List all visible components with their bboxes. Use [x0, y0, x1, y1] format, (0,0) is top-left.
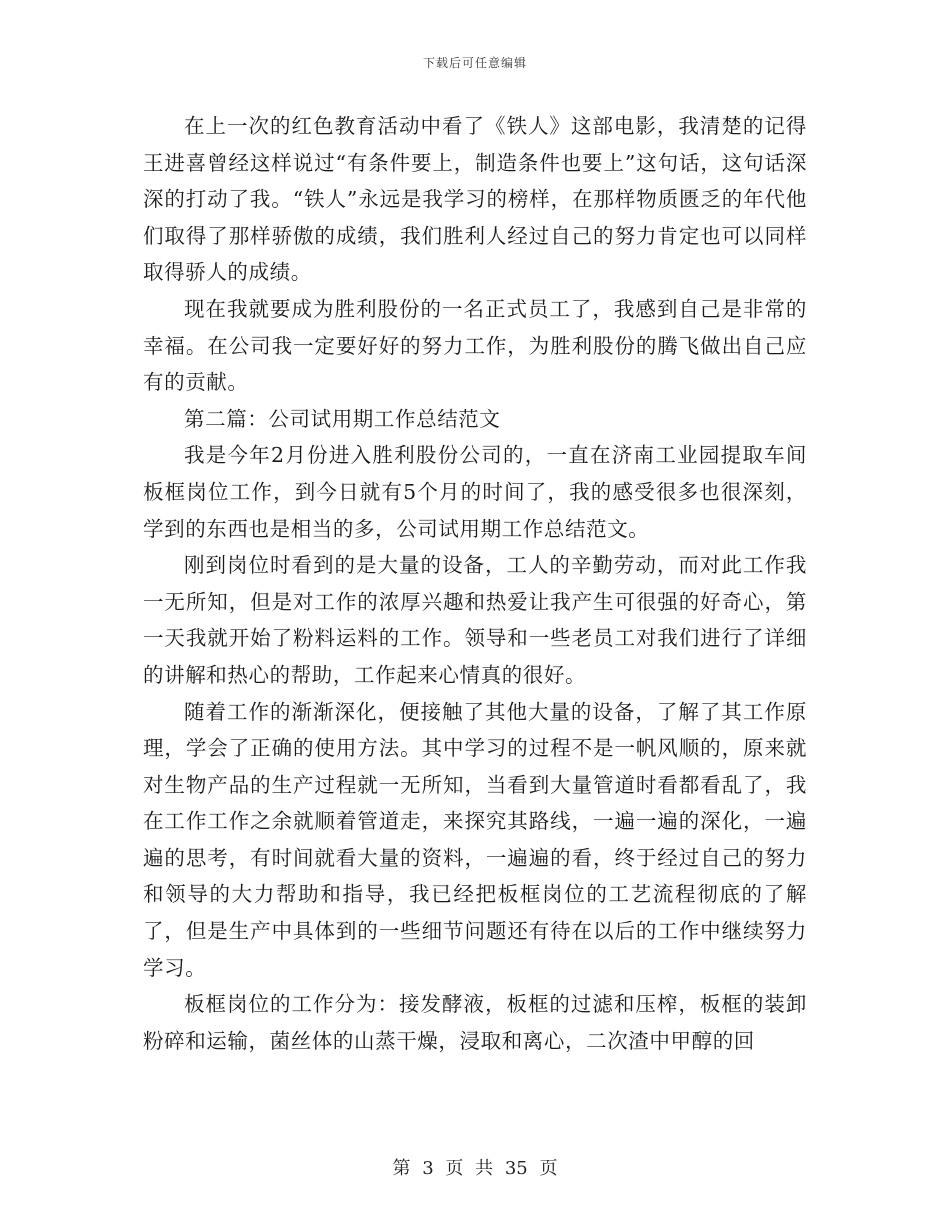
paragraph-job-duties: 板框岗位的工作分为：接发酵液，板框的过滤和压榨，板框的装卸粉碎和运输，菌丝体的山蒸干燥，浸取和离心，二次渣中甲醇的回 — [143, 992, 807, 1053]
paragraph-first-days: 刚到岗位时看到的是大量的设备，工人的辛勤劳动，而对此工作我一无所知，但是对工作的浓厚兴趣和热爱让我产生可很强的好奇心，第一天我就开始了粉料运料的工作。领导和一些老员工对我们进行了详细的讲解和热心的帮助，工作起来心情真的很好。 — [143, 553, 807, 687]
section-heading: 第二篇：公司试用期工作总结范文 — [184, 406, 501, 431]
document-body — [143, 108, 807, 1059]
paragraph-deepening-work: 随着工作的渐渐深化，便接触了其他大量的设备，了解了其工作原理，学会了正确的使用方法。其中学习的过程不是一帆风顺的，原来就对生物产品的生产过程就一无所知，当看到大量管道时看都看乱了，我在工作工作之余就顺着管道走，来探究其路线，一遍一遍的深化，一遍遍的思考，有时间就看大量的资料，一遍遍的看，终于经过自己的努力和领导的大力帮助和指导，我已经把板框岗位的工艺流程彻底的了解了，但是生产中具体到的一些细节问题还有待在以后的工作中继续努力学习。 — [143, 699, 807, 980]
paragraph-iron-man: 在上一次的红色教育活动中看了《铁人》这部电影，我清楚的记得王进喜曾经这样说过“有条件要上，制造条件也要上”这句话，这句话深深的打动了我。“铁人”永远是我学习的榜样，在那样物质匮乏的年代他们取得了那样骄傲的成绩，我们胜利人经过自己的努力肯定也可以同样取得骄人的成绩。 — [143, 114, 807, 285]
paragraph-becoming-employee: 现在我就要成为胜利股份的一名正式员工了，我感到自己是非常的幸福。在公司我一定要好好的努力工作，为胜利股份的腾飞做出自己应有的贡献。 — [143, 296, 807, 395]
page-header: 下载后可任意编辑 — [422, 56, 527, 70]
page-number: 第 3 页 共 35 页 — [392, 1158, 558, 1179]
paragraph-joined-company: 我是今年2月份进入胜利股份公司的，一直在济南工业园提取车间板框岗位工作，到今日就有5个月的时间了，我的感受很多也很深刻，学到的东西也是相当的多，公司试用期工作总结范文。 — [143, 443, 807, 541]
